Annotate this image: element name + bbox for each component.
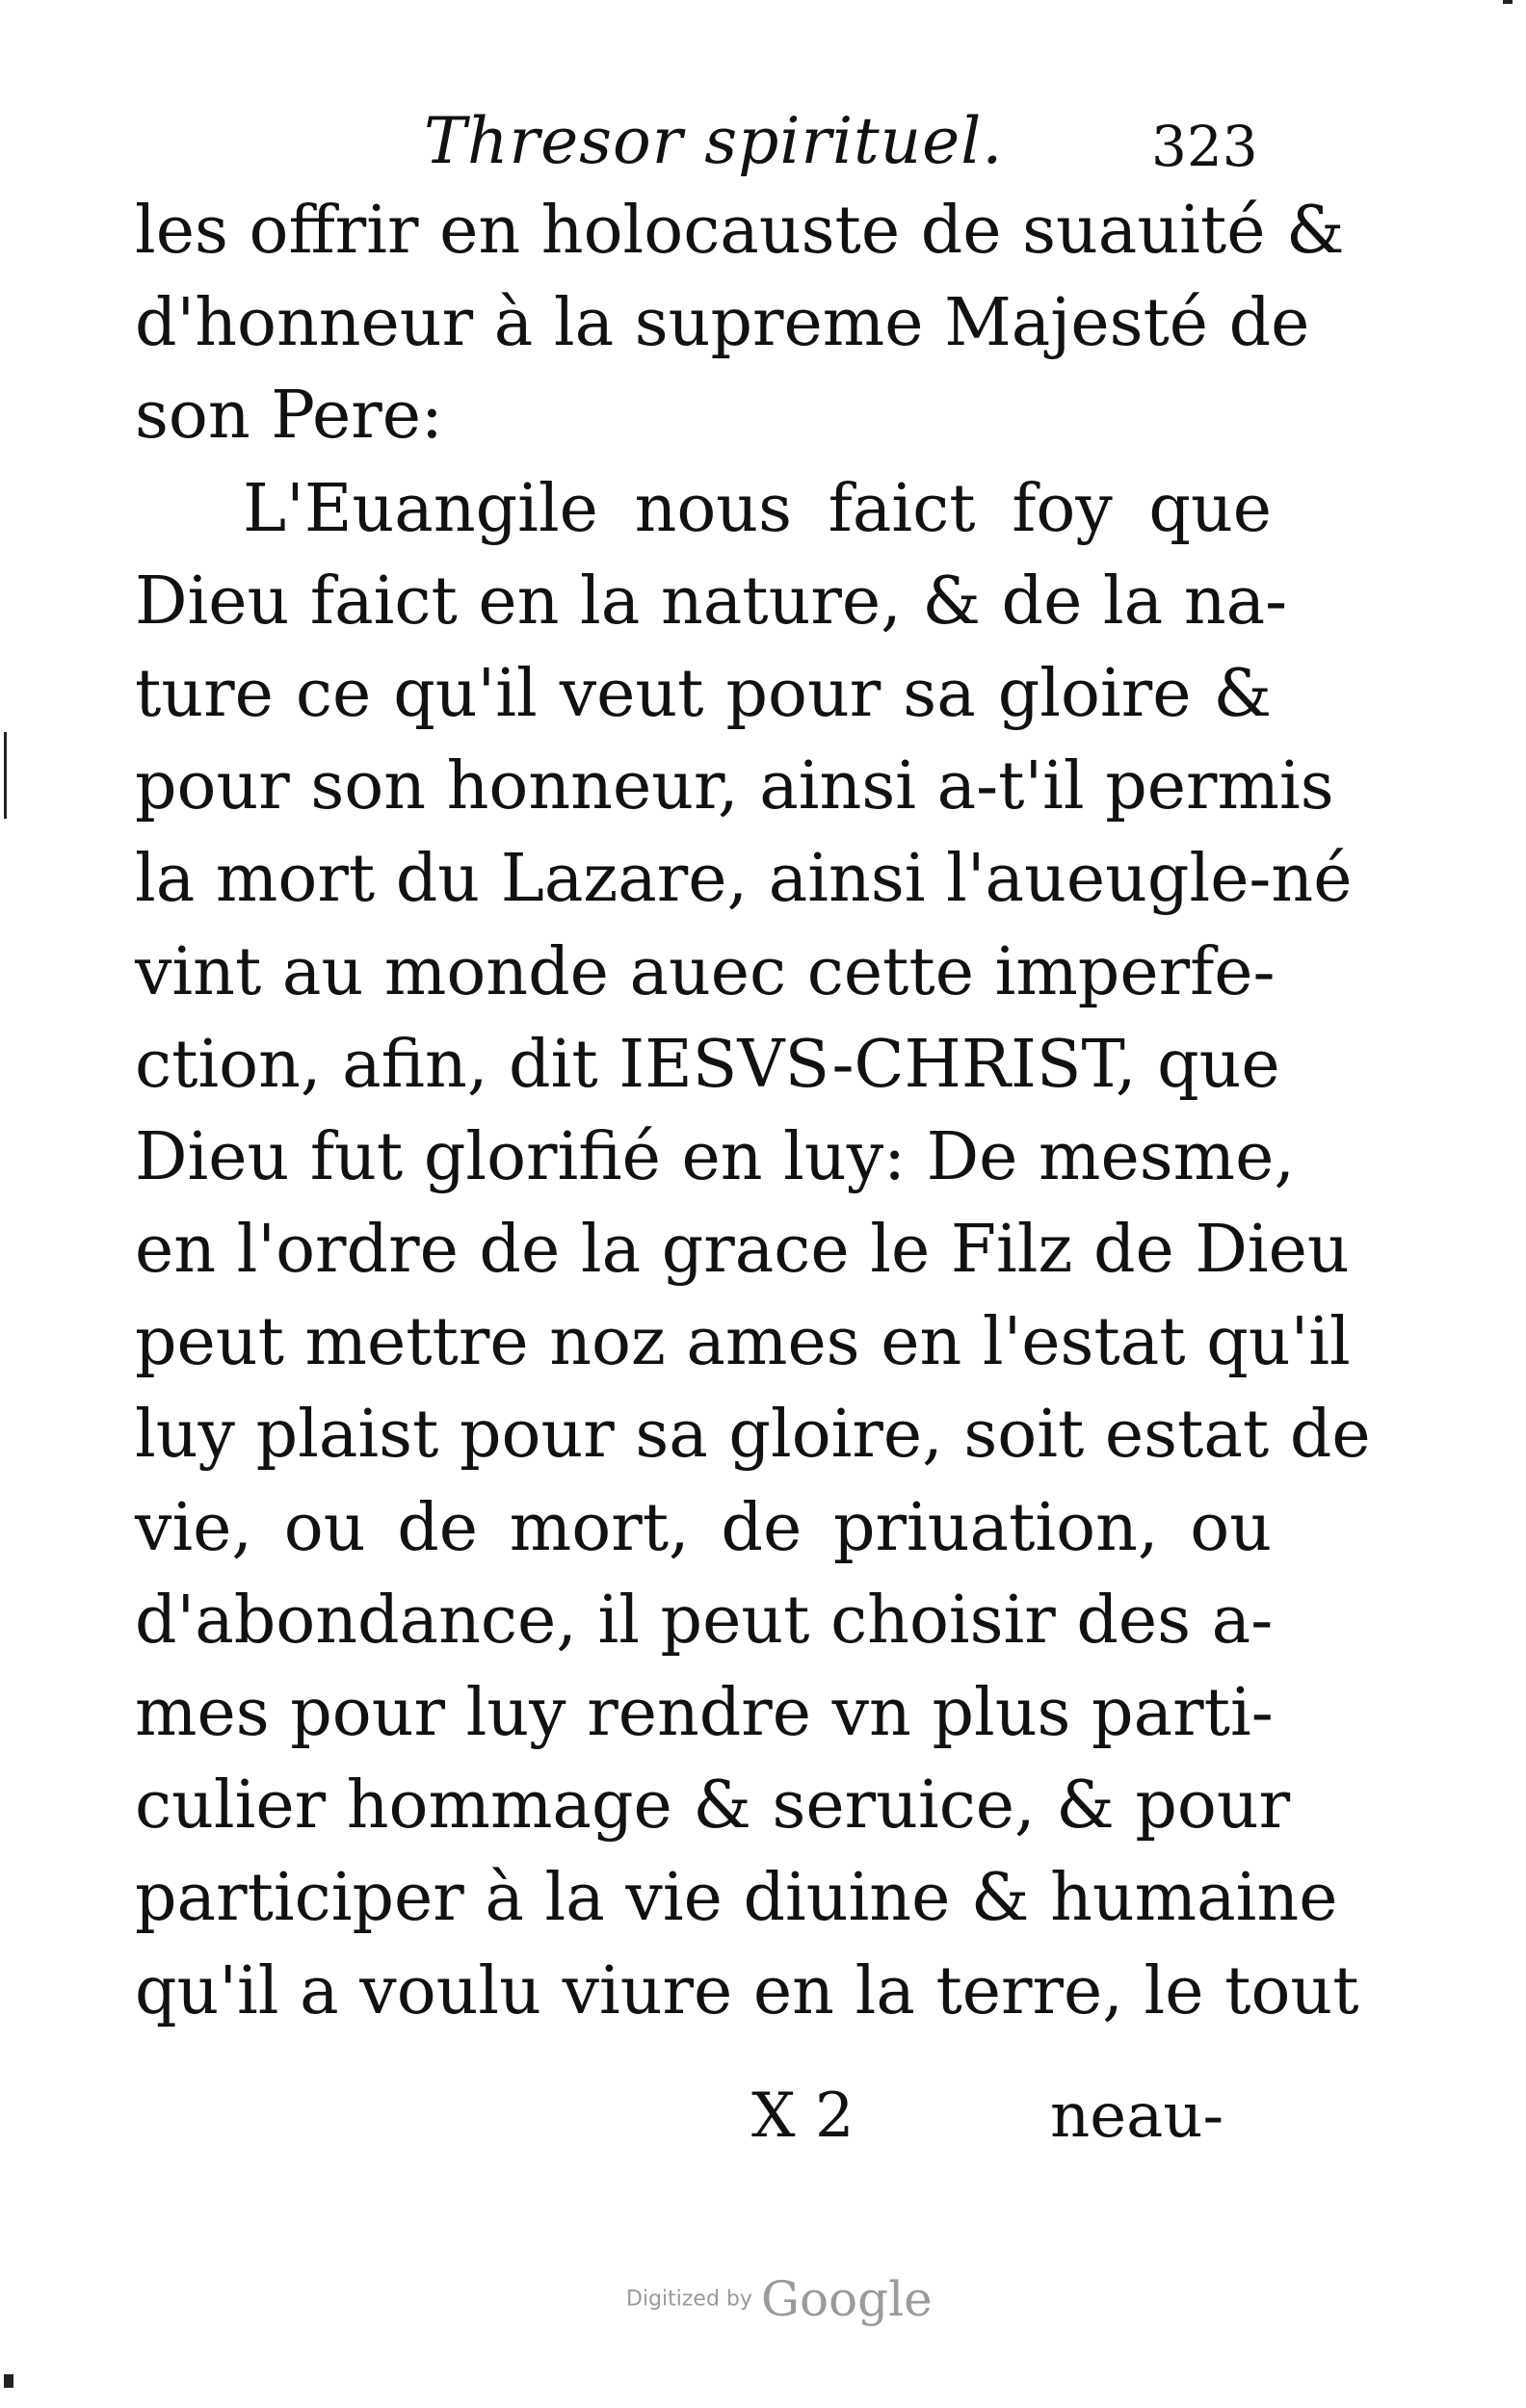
body-text [135, 185, 1371, 2038]
text-line: ction, afin, dit IESVS-CHRIST, que [135, 1026, 1280, 1103]
text-line: en l'ordre de la grace le Filz de Dieu [135, 1212, 1350, 1289]
google-logo: Google [761, 2271, 933, 2327]
running-title: Thresor spirituel. [424, 104, 1004, 178]
text-line: les offrir en holocauste de suauité & [135, 193, 1345, 269]
text-line: d'abondance, il peut choisir des a- [135, 1582, 1274, 1659]
text-line: la mort du Lazare, ainsi l'aueugle-né [135, 841, 1353, 918]
paragraph-first-line: L'Euangile nous faict foy que [243, 470, 1272, 547]
edge-speck [4, 2374, 13, 2388]
digitized-watermark [626, 2271, 933, 2327]
text-line: pour son honneur, ainsi a-t'il permis [135, 748, 1334, 825]
page-number: 323 [1151, 114, 1258, 179]
text-line: peut mettre noz ames en l'estat qu'il [135, 1304, 1351, 1381]
text-line: participer à la vie diuine & humaine [135, 1860, 1338, 1937]
edge-speck [4, 732, 7, 819]
text-line: vint au monde auec cette imperfe- [135, 933, 1276, 1010]
text-line: son Pere: [135, 378, 443, 455]
text-line: vie, ou de mort, de priuation, ou [135, 1489, 1272, 1566]
text-line: d'honneur à la supreme Majesté de [135, 285, 1310, 362]
edge-speck [1503, 0, 1513, 4]
digitized-by-label: Digitized by [626, 2287, 752, 2312]
text-line: ture ce qu'il veut pour sa gloire & [135, 655, 1272, 732]
text-line: qu'il a voulu viure en la terre, le tout [135, 1952, 1359, 2029]
text-line: Dieu fut glorifié en luy: De mesme, [135, 1118, 1295, 1195]
text-line: Dieu faict en la nature, & de la na- [135, 563, 1288, 640]
text-line: mes pour luy rendre vn plus parti- [135, 1675, 1274, 1751]
text-line: culier hommage & seruice, & pour [135, 1767, 1291, 1845]
text-line: luy plaist pour sa gloire, soit estat de [135, 1397, 1371, 1474]
catchword: neau- [1050, 2081, 1224, 2152]
signature-mark: X 2 [751, 2081, 855, 2152]
